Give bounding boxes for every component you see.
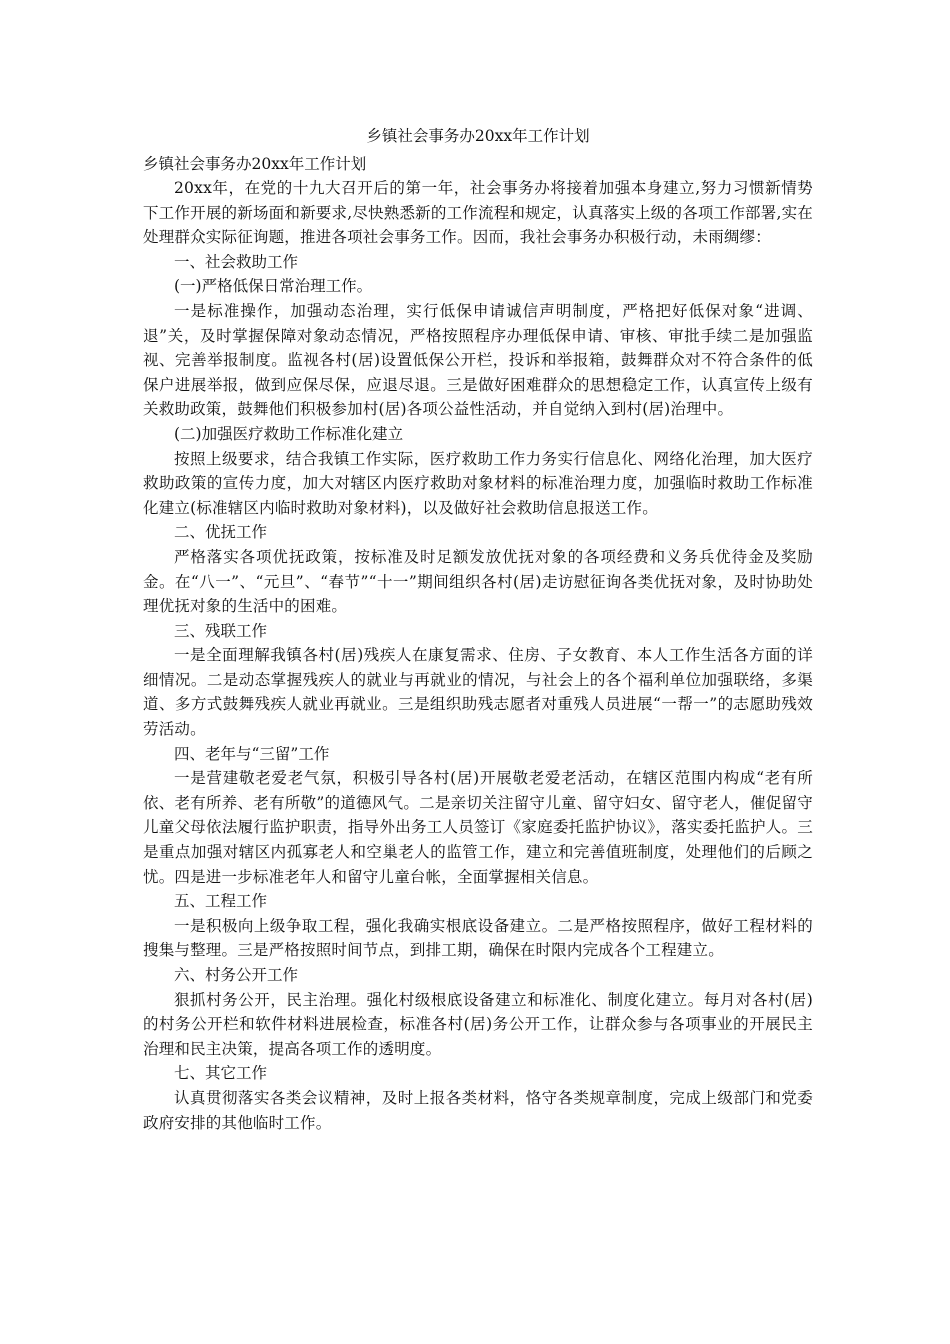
body-paragraph: 严格落实各项优抚政策，按标准及时足额发放优抚对象的各项经费和义务兵优待金及奖励金。在“八一”、“元旦”、“春节”“十一”期间组织各村(居)走访慰征询各类优抚对象，及时协助处理优抚对象的生活中的困难。 [143, 547, 813, 616]
body-paragraph: 一是全面理解我镇各村(居)残疾人在康复需求、住房、子女教育、本人工作生活各方面的详细情况。二是动态掌握残疾人的就业与再就业的情况，与社会上的各个福利单位加强联络，多渠道、多方式鼓舞残疾人就业再就业。三是组织助残志愿者对重残人员进展“一帮一”的志愿助残效劳活动。 [143, 646, 813, 739]
body-paragraph: 20xx年，在党的十九大召开后的第一年，社会事务办将接着加强本身建立,努力习惯新情势下工作开展的新场面和新要求,尽快熟悉新的工作流程和规定，认真落实上级的各项工作部署,实在处理群众实际征询题，推进各项社会事务工作。因而，我社会事务办积极行动，未雨绸缪： [143, 179, 813, 247]
section-heading: (一)严格低保日常治理工作。 [174, 277, 373, 296]
body-paragraph: 按照上级要求，结合我镇工作实际，医疗救助工作力务实行信息化、网络化治理，加大医疗救助政策的宣传力度，加大对辖区内医疗救助对象材料的标准治理力度，加强临时救助工作标准化建立(标准辖区内临时救助对象材料)，以及做好社会救助信息报送工作。 [143, 449, 813, 517]
document-subtitle: 乡镇社会事务办20xx年工作计划 [143, 155, 367, 173]
section-heading: 五、工程工作 [174, 892, 268, 911]
body-paragraph: 一是营建敬老爱老气氛，积极引导各村(居)开展敬老爱老活动，在辖区范围内构成“老有所依、老有所养、老有所敬”的道德风气。二是亲切关注留守儿童、留守妇女、留守老人，催促留守儿童父母依法履行监护职责，指导外出务工人员签订《家庭委托监护协议》，落实委托监护人。三是重点加强对辖区内孤寡老人和空巢老人的监管工作，建立和完善值班制度，处理他们的后顾之忧。四是进一步标准老年人和留守儿童台帐，全面掌握相关信息。 [143, 769, 813, 886]
body-paragraph: 认真贯彻落实各类会议精神，及时上报各类材料，恪守各类规章制度，完成上级部门和党委政府安排的其他临时工作。 [143, 1088, 813, 1132]
section-heading: 三、残联工作 [174, 621, 268, 640]
document-title: 乡镇社会事务办20xx年工作计划 [366, 127, 590, 145]
body-paragraph: 一是标准操作，加强动态治理，实行低保申请诚信声明制度，严格把好低保对象“进调、退”关，及时掌握保障对象动态情况，严格按照程序办理低保申请、审核、审批手续二是加强监视、完善举报制度。监视各村(居)设置低保公开栏，投诉和举报箱，鼓舞群众对不符合条件的低保户进展举报，做到应保尽保，应退尽退。三是做好困难群众的思想稳定工作，认真宣传上级有关救助政策，鼓舞他们积极参加村(居)各项公益性活动，并自觉纳入到村(居)治理中。 [143, 301, 813, 419]
section-heading: 六、村务公开工作 [174, 966, 299, 984]
document-page [143, 124, 813, 1135]
section-heading: 七、其它工作 [174, 1064, 268, 1083]
body-paragraph: 狠抓村务公开，民主治理。强化村级根底设备建立和标准化、制度化建立。每月对各村(居)的村务公开栏和软件材料进展检查，标准各村(居)务公开工作，让群众参与各项事业的开展民主治理和民主决策，提高各项工作的透明度。 [143, 990, 813, 1058]
section-heading: 四、老年与“三留”工作 [174, 744, 330, 763]
section-heading: 二、优抚工作 [174, 523, 268, 542]
body-paragraph: 一是积极向上级争取工程，强化我确实根底设备建立。二是严格按照程序，做好工程材料的搜集与整理。三是严格按照时间节点，到排工期，确保在时限内完成各个工程建立。 [143, 916, 813, 960]
document-body [143, 176, 813, 1135]
section-heading: (二)加强医疗救助工作标准化建立 [174, 424, 404, 443]
section-heading: 一、社会救助工作 [174, 252, 299, 271]
